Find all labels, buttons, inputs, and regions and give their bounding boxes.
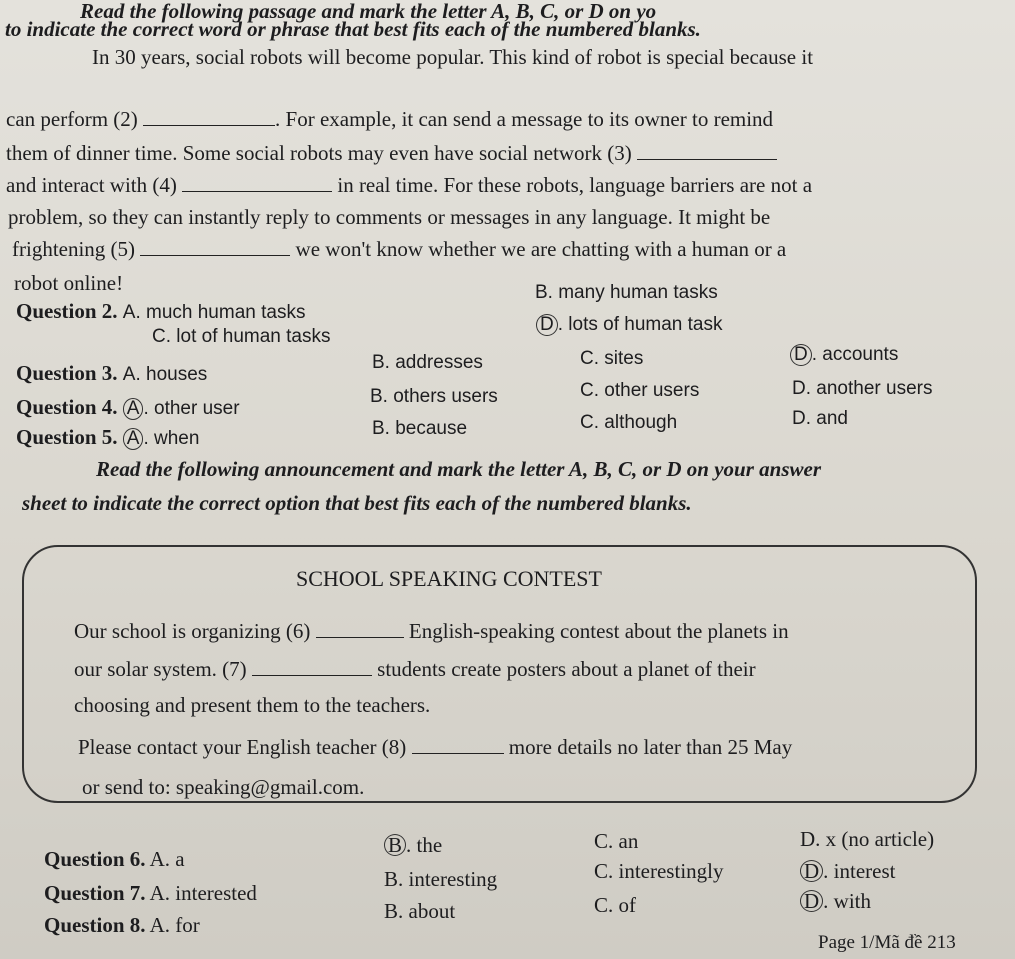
option-text: . interest (823, 859, 896, 883)
option-d[interactable]: D. another users (792, 378, 933, 399)
blank-7 (252, 657, 372, 676)
blank-3 (637, 141, 777, 160)
question-label: Question 2. (16, 299, 118, 323)
circled-answer: D (800, 860, 823, 882)
circled-answer: A (123, 398, 144, 420)
page-footer: Page 1/Mã đề 213 (818, 932, 956, 953)
passage-line-6 (12, 236, 786, 262)
blank-2 (143, 107, 275, 126)
option-text: . with (823, 889, 872, 913)
option-a[interactable]: A. a (149, 847, 185, 871)
announcement-title: SCHOOL SPEAKING CONTEST (296, 566, 602, 591)
question-label: Question 8. (44, 913, 146, 937)
option-b[interactable]: B. addresses (372, 352, 483, 373)
circled-answer: D (790, 344, 812, 366)
question-label: Question 5. (16, 425, 118, 449)
announcement-line-3: choosing and present them to the teachers. (74, 693, 431, 717)
question-8 (44, 912, 200, 938)
announcement-text: students create posters about a planet of their (377, 657, 756, 681)
option-a[interactable]: A. for (149, 913, 200, 937)
option-a[interactable] (123, 428, 200, 449)
passage-line-1: In 30 years, social robots will become popular. This kind of robot is special because it (92, 45, 814, 69)
question-7 (44, 880, 257, 906)
option-c[interactable]: C. interestingly (594, 859, 724, 883)
passage-text: . For example, it can send a message to its owner to remind (275, 107, 774, 131)
blank-6 (316, 619, 404, 638)
announcement-text: Our school is organizing (6) (74, 619, 311, 643)
option-a[interactable]: A. houses (122, 364, 208, 385)
passage-text: frightening (5) (12, 237, 136, 261)
question-5 (16, 424, 199, 452)
blank-4 (182, 173, 332, 192)
blank-8 (412, 735, 504, 754)
passage-text: them of dinner time. Some social robots may even have social network (3) (6, 141, 632, 165)
option-text: . the (406, 833, 443, 857)
instruction-line-1: Read the following passage and mark the letter A, B, C, or D on yo (80, 0, 657, 23)
option-c[interactable]: C. of (594, 893, 636, 917)
question-3 (16, 360, 207, 388)
passage-line-7: robot online! (14, 271, 124, 295)
option-d[interactable]: D. x (no article) (800, 827, 935, 851)
option-d[interactable] (790, 342, 898, 368)
passage-line-4 (6, 172, 812, 198)
option-text: . lots of human task (557, 314, 723, 335)
announcement-line-4 (78, 734, 792, 760)
option-b[interactable]: B. interesting (384, 867, 498, 891)
question-label: Question 6. (44, 847, 146, 871)
instruction2-line-2: sheet to indicate the correct option that best fits each of the numbered blanks. (22, 491, 692, 515)
option-text: . when (143, 428, 200, 449)
passage-text: can perform (2) (6, 107, 138, 131)
circled-answer: D (800, 890, 823, 912)
announcement-text: Please contact your English teacher (8) (78, 735, 407, 759)
passage-line-2 (6, 106, 773, 132)
instruction2-line-1: Read the following announcement and mark the letter A, B, C, or D on your answer (96, 457, 821, 481)
option-b[interactable] (384, 832, 442, 858)
announcement-text: more details no later than 25 May (508, 735, 793, 759)
announcement-text: our solar system. (7) (74, 657, 247, 681)
option-b[interactable]: B. about (384, 899, 456, 923)
question-label: Question 4. (16, 395, 118, 419)
circled-answer: D (536, 314, 558, 336)
option-c[interactable]: C. sites (580, 348, 644, 369)
question-label: Question 7. (44, 881, 146, 905)
option-text: . other user (143, 398, 240, 419)
passage-line-3 (6, 140, 777, 166)
option-d[interactable]: D. and (792, 408, 848, 429)
announcement-line-2 (74, 656, 756, 682)
question-label: Question 3. (16, 361, 118, 385)
question-6 (44, 846, 185, 872)
question-4 (16, 394, 240, 422)
passage-line-5: problem, so they can instantly reply to comments or messages in any language. It might be (8, 205, 771, 229)
option-a[interactable]: A. much human tasks (122, 302, 306, 323)
option-d[interactable] (800, 888, 871, 914)
option-c[interactable]: C. although (580, 412, 678, 433)
announcement-line-1 (74, 618, 789, 644)
option-c[interactable]: C. lot of human tasks (152, 326, 331, 347)
circled-answer: B (384, 834, 406, 856)
option-d[interactable] (536, 312, 722, 338)
option-text: . accounts (811, 344, 899, 365)
instruction-line-2: to indicate the correct word or phrase that best fits each of the numbered blanks. (5, 17, 701, 41)
option-c[interactable]: C. other users (580, 380, 700, 401)
passage-text: in real time. For these robots, language barriers are not a (337, 173, 813, 197)
option-a[interactable]: A. interested (149, 881, 257, 905)
option-a[interactable] (123, 398, 240, 419)
option-b[interactable]: B. because (372, 418, 468, 439)
passage-text: and interact with (4) (6, 173, 177, 197)
circled-answer: A (123, 428, 144, 450)
announcement-text: English-speaking contest about the planets in (408, 619, 789, 643)
option-c[interactable]: C. an (594, 829, 639, 853)
blank-5 (140, 237, 290, 256)
option-d[interactable] (800, 858, 895, 884)
question-2 (16, 298, 305, 326)
passage-text: we won't know whether we are chatting with a human or a (295, 237, 787, 261)
announcement-line-5: or send to: speaking@gmail.com. (82, 775, 365, 799)
option-b[interactable]: B. many human tasks (535, 282, 718, 303)
option-b[interactable]: B. others users (370, 386, 498, 407)
